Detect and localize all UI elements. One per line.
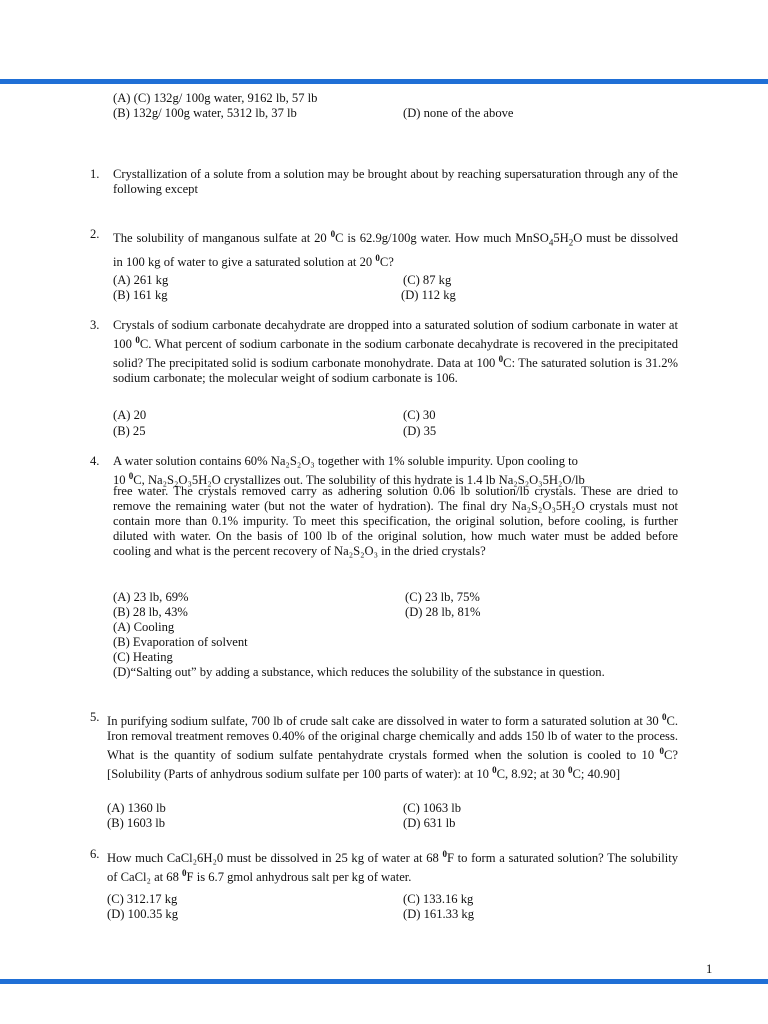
question-1-text: Crystallization of a solute from a solution may be brought about by reaching supersaturation through any of the following except — [113, 167, 678, 196]
q5-option-c: (C) 1063 lb — [403, 801, 462, 815]
footer-rule — [0, 979, 768, 984]
question-3-text: Crystals of sodium carbonate decahydrate are dropped into a saturated solution of sodium carbonate in water at 100 $^0$C. What percent of sodium carbonate in the sodium carbonate decahydrate is recovered in the precipitated solid? The precipitated solid is sodium carbonate monohydrate. Data at 100 $^0$C: The saturated solution is 31.2% sodium carbonate; the molecular weight of sodium carbonate is 106. — [113, 318, 678, 386]
question-5-text: In purifying sodium sulfate, 700 lb of crude salt cake are dissolved in water to form a saturated solution at 30 $^0$C. Iron removal treatment removes 0.40% of the original charge chemically and adds 150 lb of water to the process. What is the quantity of sodium sulfate pentahydrate crystals formed when the solution is cooled to 10 $^0$C? [Solubility (Parts of anhydrous sodium sulfate per 100 parts of water): at 10 $^0$C, 8.92; at 30 $^0$C; 40.90] — [107, 712, 678, 782]
q2-option-d: (D) 112 kg — [401, 288, 456, 302]
question-2-text: The solubility of manganous sulfate at 20 $^0$C is 62.9g/100g water. How much $MnSO_45H_2O$ must be dissolved in 100 kg of water to give a saturated solution at 20 $^0$C? — [113, 229, 678, 269]
q1-option-b: (B) Evaporation of solvent — [113, 635, 248, 649]
q1-option-d: (D)“Salting out” by adding a substance, which reduces the solubility of the substance in question. — [113, 665, 605, 679]
question-6-number: 6. — [90, 847, 100, 861]
header-option-a: (A) (C) 132g/ 100g water, 9162 lb, 57 lb — [113, 91, 318, 105]
question-4-line-1: A water solution contains 60% Na₂S₂O₃ together with 1% soluble impurity. Upon cooling to — [113, 454, 578, 468]
q4-option-c: (C) 23 lb, 75% — [405, 590, 480, 604]
q6-option-c: (C) 133.16 kg — [403, 892, 474, 906]
q2-option-c: (C) 87 kg — [403, 273, 452, 287]
header-option-d: (D) none of the above — [403, 106, 514, 120]
q5-option-d: (D) 631 lb — [403, 816, 456, 830]
question-5-number: 5. — [90, 710, 100, 724]
header-rule — [0, 79, 768, 84]
question-4-number: 4. — [90, 454, 100, 468]
question-4-line-2: 10 $^0$C, Na₂S₂O₃5H₂O crystallizes out. The solubility of this hydrate is 1.4 lb Na₂S₂O₃5H₂O/lb — [113, 471, 585, 488]
q4-option-a: (A) 23 lb, 69% — [113, 590, 189, 604]
header-option-b: (B) 132g/ 100g water, 5312 lb, 37 lb — [113, 106, 297, 120]
q1-option-a: (A) Cooling — [113, 620, 175, 634]
question-3-number: 3. — [90, 318, 100, 332]
q5-option-b: (B) 1603 lb — [107, 816, 166, 830]
q3-option-c: (C) 30 — [403, 408, 436, 422]
q2-option-b: (B) 161 kg — [113, 288, 168, 302]
q6-option-d: (D) 161.33 kg — [403, 907, 475, 921]
question-6-text: How much CaCl₂6H₂0 must be dissolved in 25 kg of water at 68 $^0$F to form a saturated solution? The solubility of CaCl₂ at 68 $^0$F is 6.7 gmol anhydrous salt per kg of water. — [107, 849, 678, 885]
q3-option-d: (D) 35 — [403, 424, 437, 438]
q2-option-a: (A) 261 kg — [113, 273, 169, 287]
page-number: 1 — [706, 962, 713, 976]
q5-option-a: (A) 1360 lb — [107, 801, 166, 815]
q3-option-b: (B) 25 — [113, 424, 146, 438]
question-4-text: free water. The crystals removed carry as adhering solution 0.06 lb solution/lb crystals. These are dried to remove the remaining water (but not the water of hydration). The final dry Na₂S₂O₃5H₂O crystals must not contain more than 0.1% impurity. To meet this specification, the original solution, before cooling, is further diluted with water. On the basis of 100 lb of the original solution, how much water must be added before cooling and what is the percent recovery of Na₂S₂O₃ in the dried crystals? — [113, 484, 678, 558]
q1-option-c: (C) Heating — [113, 650, 173, 664]
q6-option-a: (C) 312.17 kg — [107, 892, 178, 906]
question-1-number: 1. — [90, 167, 100, 181]
q4-option-b: (B) 28 lb, 43% — [113, 605, 188, 619]
q3-option-a: (A) 20 — [113, 408, 147, 422]
q4-option-d: (D) 28 lb, 81% — [405, 605, 481, 619]
q6-option-b: (D) 100.35 kg — [107, 907, 179, 921]
question-2-number: 2. — [90, 227, 100, 241]
